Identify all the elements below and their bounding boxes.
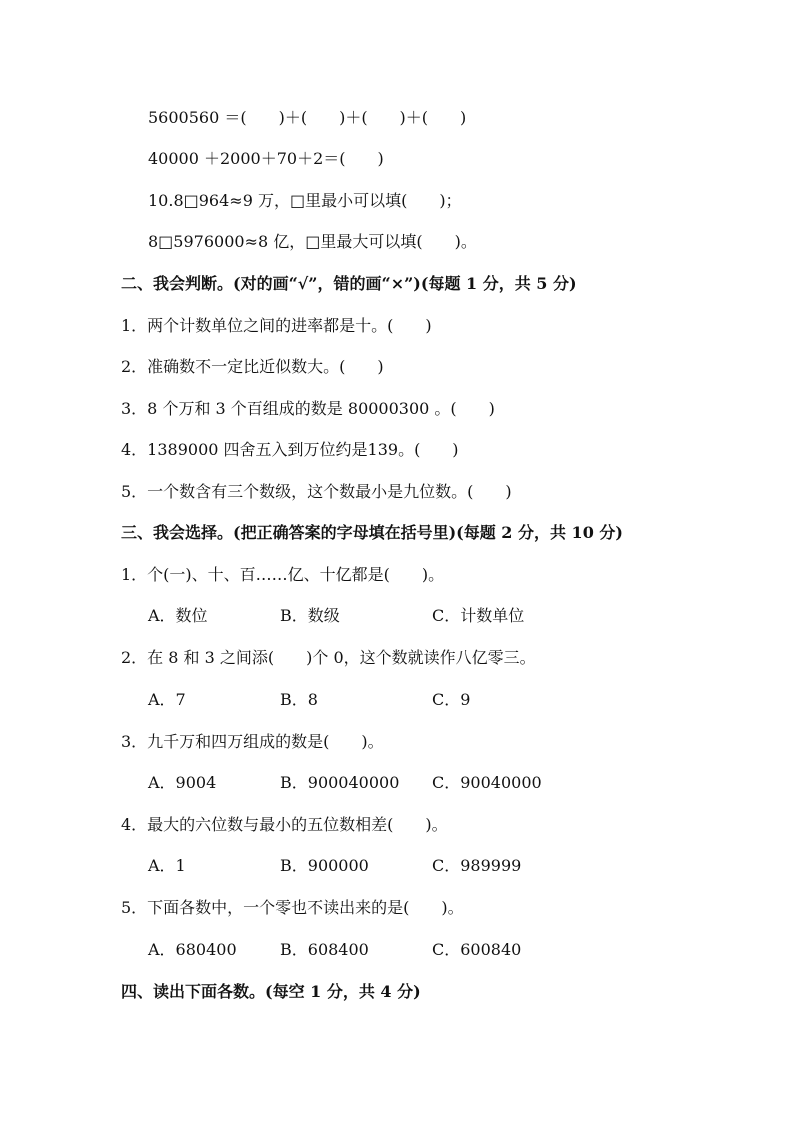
choice-1-option-b: B．数级 [280, 606, 340, 625]
choice-question-5: 5．下面各数中，一个零也不读出来的是( )。 [121, 898, 464, 917]
choice-1-option-c: C．计数单位 [432, 606, 525, 625]
choice-5-option-c: C．600840 [432, 940, 522, 959]
section-3-title: 三、我会选择。(把正确答案的字母填在括号里)(每题 2 分，共 10 分) [121, 523, 623, 542]
choice-question-4: 4．最大的六位数与最小的五位数相差( )。 [121, 815, 448, 834]
fill-item-2: 40000 ＋2000＋70＋2＝( ) [148, 149, 384, 168]
choice-4-option-a: A．1 [148, 856, 186, 875]
section-2-title: 二、我会判断。(对的画“√”，错的画“×”)(每题 1 分，共 5 分) [121, 274, 577, 293]
judge-item-3: 3．8 个万和 3 个百组成的数是 80000300 。( ) [121, 399, 495, 418]
fill-item-1: 5600560 ＝( )＋( )＋( )＋( ) [148, 108, 467, 127]
choice-3-option-b: B．900040000 [280, 773, 400, 792]
section-4-title: 四、读出下面各数。(每空 1 分，共 4 分) [121, 982, 421, 1001]
judge-item-1: 1．两个计数单位之间的进率都是十。( ) [121, 316, 432, 335]
choice-2-option-b: B．8 [280, 690, 318, 709]
choice-5-option-b: B．608400 [280, 940, 369, 959]
judge-item-5: 5．一个数含有三个数级，这个数最小是九位数。( ) [121, 482, 512, 501]
choice-3-option-a: A．9004 [148, 773, 217, 792]
choice-question-1: 1．个(一)、十、百……亿、十亿都是( )。 [121, 565, 445, 584]
choice-question-2: 2．在 8 和 3 之间添( )个 0，这个数就读作八亿零三。 [121, 648, 536, 667]
choice-2-option-a: A．7 [148, 690, 186, 709]
fill-item-3: 10.8□964≈9 万，□里最小可以填( )； [148, 191, 462, 210]
judge-item-4: 4．1389000 四舍五入到万位约是139。( ) [121, 440, 459, 459]
choice-1-option-a: A．数位 [148, 606, 208, 625]
choice-4-option-b: B．900000 [280, 856, 369, 875]
judge-item-2: 2．准确数不一定比近似数大。( ) [121, 357, 384, 376]
choice-4-option-c: C．989999 [432, 856, 522, 875]
choice-question-3: 3．九千万和四万组成的数是( )。 [121, 732, 384, 751]
choice-2-option-c: C．9 [432, 690, 471, 709]
choice-3-option-c: C．90040000 [432, 773, 542, 792]
choice-5-option-a: A．680400 [148, 940, 237, 959]
fill-item-4: 8□5976000≈8 亿，□里最大可以填( )。 [148, 232, 477, 251]
